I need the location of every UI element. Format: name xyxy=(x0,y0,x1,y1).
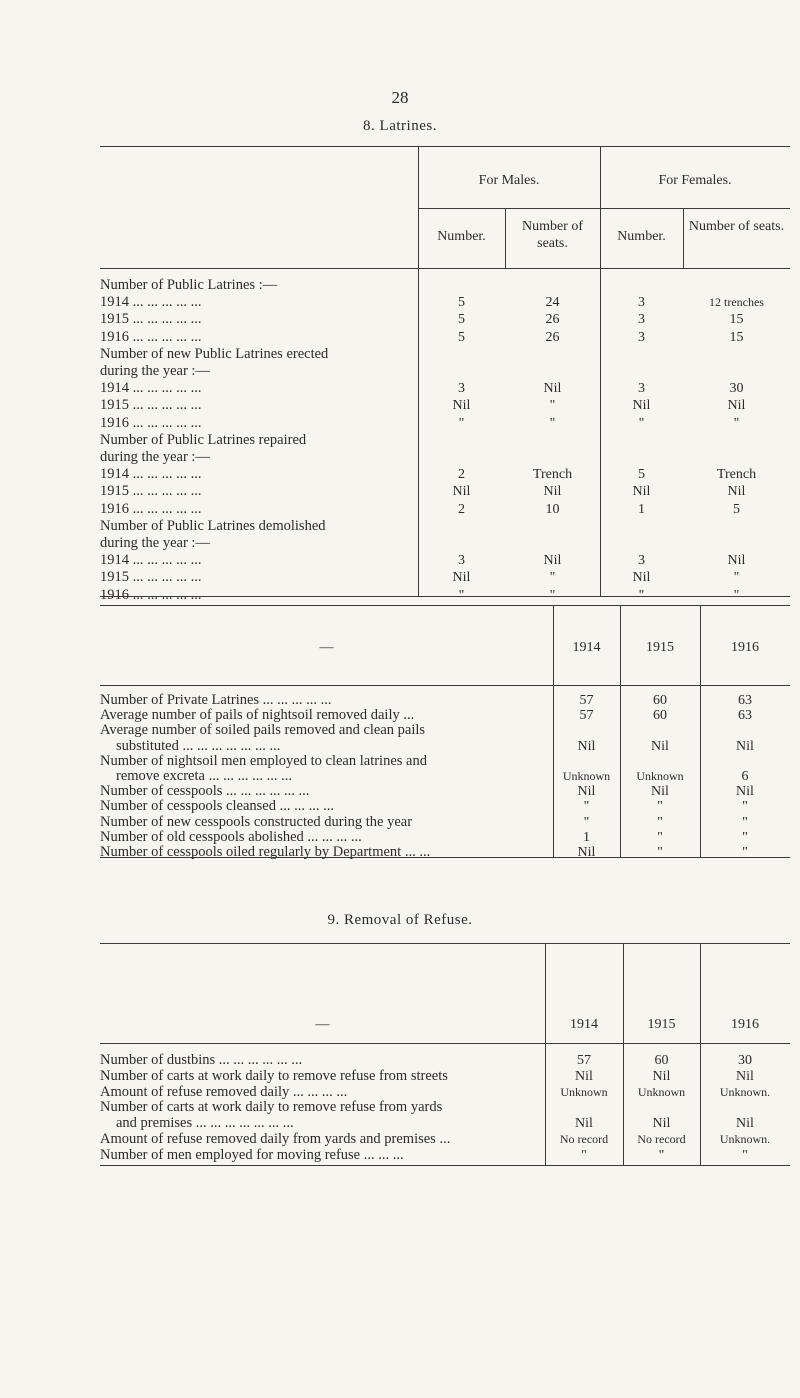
latrines-cell: 1 xyxy=(638,501,645,517)
refuse-cell: 60 xyxy=(654,1053,669,1068)
refuse-row-label: Number of carts at work daily to remove refuse from yards xyxy=(100,1099,443,1116)
private-cell: " xyxy=(742,829,748,845)
refuse-cell: " xyxy=(658,1147,665,1163)
refuse-cell: No record xyxy=(559,1132,609,1146)
latrines-cell: " xyxy=(638,415,645,431)
latrines-cell: Nil xyxy=(632,484,651,500)
refuse-row-label: Number of men employed for moving refuse ... ... ... xyxy=(100,1146,404,1163)
refuse-cell: " xyxy=(581,1147,587,1163)
latrines-cell: 2 xyxy=(458,501,465,517)
private-row-label: Number of new cesspools constructed during the year xyxy=(100,813,413,830)
latrines-cell: 2 xyxy=(458,467,465,483)
refuse-cell: Unknown. xyxy=(719,1084,771,1099)
private-cell: " xyxy=(742,814,748,830)
latrines-cell: " xyxy=(549,398,556,414)
latrines-row-label: 1916 ... ... ... ... ... xyxy=(100,586,202,603)
private-header-1914: 1914 xyxy=(572,640,601,655)
private-cell: " xyxy=(657,799,663,815)
latrines-row-label: 1914 ... ... ... ... ... xyxy=(100,466,202,483)
latrines-cell: Nil xyxy=(727,398,746,414)
latrines-cell: Nil xyxy=(727,484,746,500)
private-cell: 57 xyxy=(579,693,594,708)
latrines-cell: 26 xyxy=(545,329,560,345)
refuse-row-label: and premises ... ... ... ... ... ... ... xyxy=(116,1115,294,1132)
private-header-1916: 1916 xyxy=(731,640,759,655)
latrines-cell: 12 trenches xyxy=(709,295,764,310)
latrines-cell: " xyxy=(458,415,465,431)
header-males-seats: Number of seats. xyxy=(521,219,584,251)
private-cell: Unknown xyxy=(636,769,684,783)
private-cell: Nil xyxy=(651,738,669,754)
latrines-cell: 5 xyxy=(458,312,465,328)
latrines-cell: " xyxy=(549,587,556,603)
private-cell: " xyxy=(657,814,663,830)
latrines-cell: 24 xyxy=(545,295,560,311)
refuse-cell: Nil xyxy=(575,1116,593,1132)
private-cell: Nil xyxy=(651,784,669,800)
latrines-cell: Nil xyxy=(452,484,471,500)
latrines-cell: 10 xyxy=(545,501,560,517)
refuse-header-1915: 1915 xyxy=(647,1017,676,1032)
private-cell: Nil xyxy=(577,845,596,860)
latrines-cell: " xyxy=(549,415,556,431)
refuse-cell: 57 xyxy=(577,1053,591,1068)
private-cell: 57 xyxy=(579,708,594,724)
private-row-label: remove excreta ... ... ... ... ... ... xyxy=(116,768,292,784)
private-row-label: Number of Private Latrines ... ... ... ... ... xyxy=(100,692,332,708)
latrines-cell: 5 xyxy=(733,501,740,517)
page-number: 28 xyxy=(391,88,409,107)
latrines-cell: 15 xyxy=(729,312,744,328)
private-cell: " xyxy=(583,814,590,830)
refuse-cell: Nil xyxy=(652,1116,671,1132)
private-cell: 1 xyxy=(583,829,590,845)
latrines-cell: 5 xyxy=(458,295,465,311)
private-cell: 63 xyxy=(738,693,752,708)
private-cell: " xyxy=(657,829,663,845)
latrines-row-label: 1914 ... ... ... ... ... xyxy=(100,552,202,569)
refuse-row-label: Number of dustbins ... ... ... ... ... ... xyxy=(100,1052,303,1068)
private-cell: " xyxy=(657,845,663,860)
latrines-row-label: during the year :— xyxy=(100,449,210,465)
latrines-cell: Nil xyxy=(452,570,471,586)
latrines-cell: 3 xyxy=(458,553,465,569)
latrines-cell: 5 xyxy=(458,329,465,345)
private-row-label: Average number of soiled pails removed and clean pails xyxy=(100,722,426,739)
private-header-1915: 1915 xyxy=(646,640,674,655)
header-for-males: For Males. xyxy=(478,173,540,188)
private-cell: 63 xyxy=(738,708,752,724)
latrines-cell: 3 xyxy=(638,295,645,311)
latrines-cell: Trench xyxy=(716,467,757,483)
private-row-label: Number of old cesspools abolished ... ... ... ... xyxy=(100,828,362,845)
refuse-row-label: Amount of refuse removed daily ... ... ... ... xyxy=(100,1083,348,1100)
latrines-cell: Nil xyxy=(727,553,746,569)
private-cell: 60 xyxy=(653,708,667,724)
latrines-cell: 3 xyxy=(638,312,645,328)
latrines-row-label: 1915 ... ... ... ... ... xyxy=(100,397,202,414)
latrines-cell: 26 xyxy=(545,312,560,328)
refuse-section-title: 9. Removal of Refuse. xyxy=(327,912,473,928)
private-header-dash: — xyxy=(319,640,334,655)
header-females-number: Number. xyxy=(617,229,666,244)
refuse-cell: Unknown. xyxy=(719,1132,771,1146)
latrines-cell: Nil xyxy=(543,553,562,569)
latrines-cell: 3 xyxy=(638,329,645,345)
latrines-cell: " xyxy=(733,415,740,431)
latrines-section-title: 8. Latrines. xyxy=(363,118,437,134)
latrines-row-label: 1914 ... ... ... ... ... xyxy=(100,294,202,311)
latrines-row-label: 1915 ... ... ... ... ... xyxy=(100,569,202,586)
latrines-cell: " xyxy=(458,587,465,603)
latrines-cell: Trench xyxy=(532,467,573,483)
latrines-cell: 5 xyxy=(638,467,645,483)
private-row-label: Number of cesspools cleansed ... ... ... ... xyxy=(100,798,334,815)
latrines-cell: Nil xyxy=(632,570,651,586)
latrines-cell: 15 xyxy=(729,329,744,345)
private-cell: 6 xyxy=(741,769,749,784)
latrines-row-label: 1915 ... ... ... ... ... xyxy=(100,483,202,500)
private-cell: Nil xyxy=(577,738,596,754)
private-cell: " xyxy=(742,845,748,860)
latrines-cell: 3 xyxy=(458,381,465,397)
private-row-label: Number of nightsoil men employed to clean latrines and xyxy=(100,752,427,769)
latrines-cell: 3 xyxy=(638,381,645,397)
latrines-cell: 3 xyxy=(638,553,645,569)
latrines-row-label: 1915 ... ... ... ... ... xyxy=(100,311,202,328)
private-row-label: Number of cesspools ... ... ... ... ... ... xyxy=(100,783,310,800)
header-females-seats: Number of seats. xyxy=(688,219,785,234)
refuse-cell: 30 xyxy=(738,1053,752,1068)
refuse-cell: Nil xyxy=(736,1068,754,1084)
private-cell: Nil xyxy=(736,738,754,754)
latrines-row-label: 1916 ... ... ... ... ... xyxy=(100,500,202,517)
latrines-row-label: 1916 ... ... ... ... ... xyxy=(100,328,202,345)
header-for-females: For Females. xyxy=(658,173,732,188)
refuse-cell: Nil xyxy=(736,1116,754,1132)
private-row-label: Average number of pails of nightsoil removed daily ... xyxy=(100,707,415,724)
private-cell: 60 xyxy=(653,693,667,708)
refuse-cell: Unknown xyxy=(637,1084,686,1099)
refuse-cell: Nil xyxy=(575,1068,593,1084)
refuse-cell: No record xyxy=(637,1132,686,1146)
latrines-cell: Nil xyxy=(543,381,562,397)
latrines-row-label: 1916 ... ... ... ... ... xyxy=(100,414,202,431)
latrines-cell: Nil xyxy=(452,398,471,414)
private-cell: " xyxy=(583,799,590,815)
latrines-row-label: Number of Public Latrines :— xyxy=(100,277,278,293)
private-row-label: Number of cesspools oiled regularly by Department ... ... xyxy=(100,844,431,860)
refuse-cell: " xyxy=(742,1147,748,1163)
latrines-row-label: 1914 ... ... ... ... ... xyxy=(100,380,202,397)
private-cell: Unknown xyxy=(562,769,611,783)
latrines-cell: " xyxy=(549,570,556,586)
private-cell: " xyxy=(742,799,748,815)
refuse-row-label: Number of carts at work daily to remove refuse from streets xyxy=(100,1067,448,1084)
refuse-header-dash: — xyxy=(315,1017,330,1032)
private-row-label: substituted ... ... ... ... ... ... ... xyxy=(116,737,281,754)
refuse-row-label: Amount of refuse removed daily from yards and premises ... xyxy=(100,1131,451,1147)
private-cell: Nil xyxy=(736,784,754,800)
latrines-row-label: Number of Public Latrines repaired xyxy=(100,431,307,448)
latrines-cell: 30 xyxy=(729,381,744,397)
private-cell: Nil xyxy=(577,784,596,800)
latrines-cell: " xyxy=(638,587,645,603)
latrines-cell: " xyxy=(733,570,740,586)
refuse-cell: Nil xyxy=(652,1068,671,1084)
refuse-header-1916: 1916 xyxy=(731,1017,759,1032)
latrines-cell: Nil xyxy=(543,484,562,500)
latrines-row-label: during the year :— xyxy=(100,363,210,379)
refuse-cell: Unknown xyxy=(560,1084,608,1099)
latrines-cell: Nil xyxy=(632,398,651,414)
header-males-number: Number. xyxy=(437,229,486,244)
latrines-cell: " xyxy=(733,587,740,603)
latrines-row-label: Number of Public Latrines demolished xyxy=(100,517,326,534)
refuse-header-1914: 1914 xyxy=(570,1017,598,1032)
latrines-row-label: Number of new Public Latrines erected xyxy=(100,345,329,362)
latrines-row-label: during the year :— xyxy=(100,535,210,551)
